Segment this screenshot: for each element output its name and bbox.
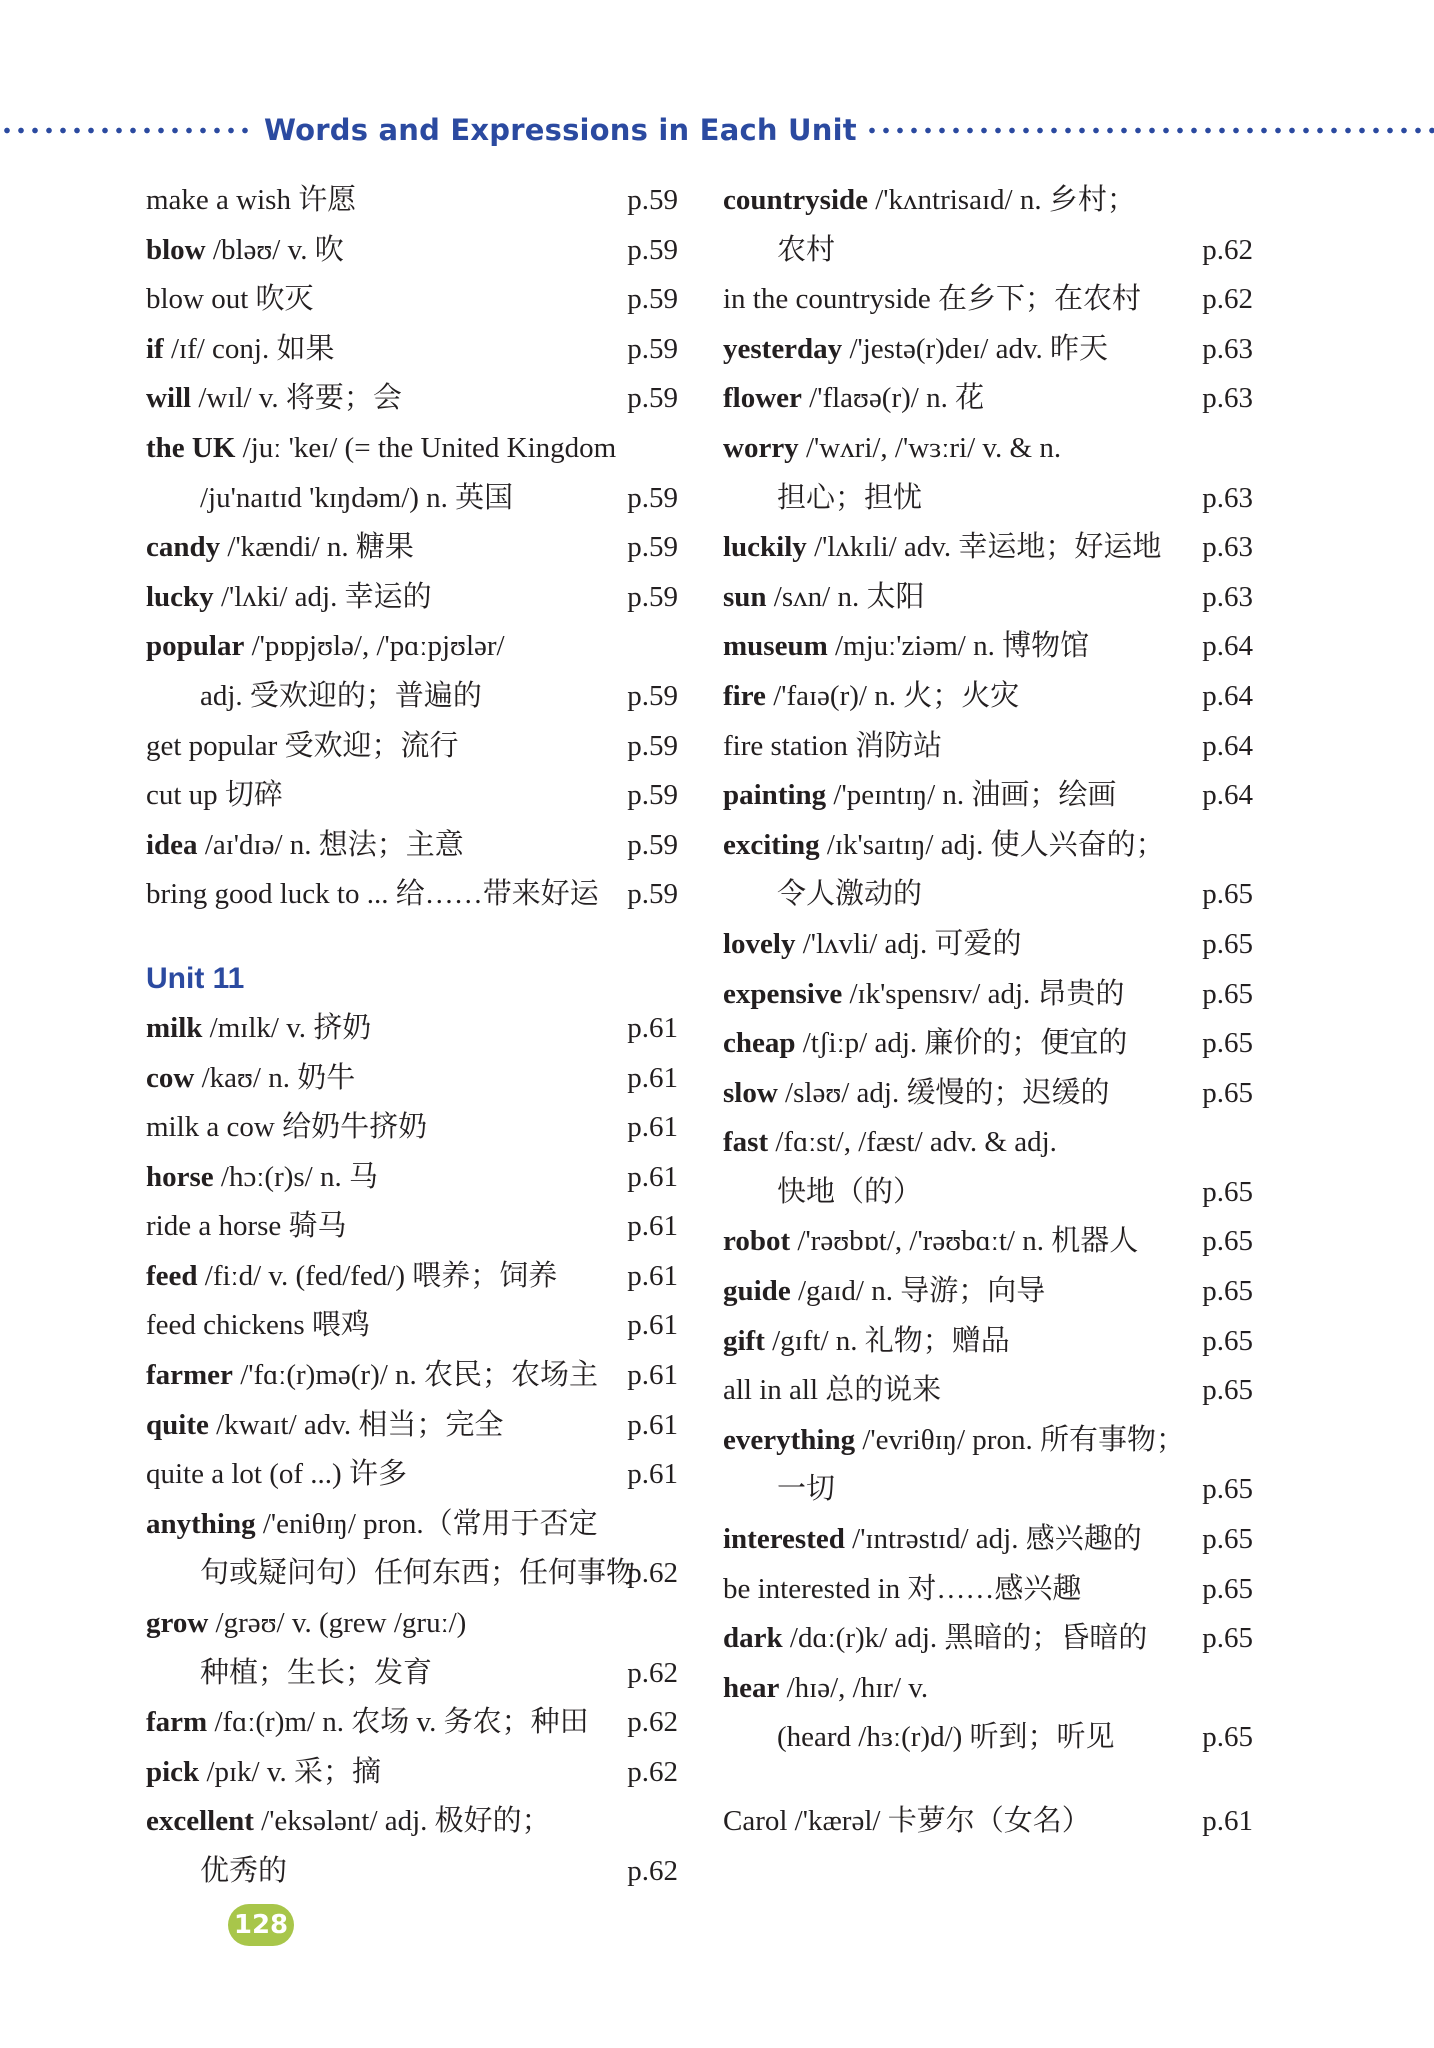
- page-reference: p.63: [1202, 580, 1253, 613]
- entry-text: candy /'kændi/ n. 糖果: [146, 531, 414, 564]
- entry-text: 种植；生长；发育: [200, 1656, 433, 1689]
- headword: worry: [723, 431, 799, 464]
- entry-text: cow /kaʊ/ n. 奶牛: [146, 1061, 356, 1094]
- entry-text: guide /gaɪd/ n. 导游；向导: [723, 1275, 1046, 1308]
- page-reference: p.61: [627, 1259, 678, 1292]
- entry-continuation: [723, 1713, 1253, 1763]
- vocab-entry: [723, 1416, 1253, 1466]
- vocab-entry: [146, 1450, 678, 1500]
- entry-text: lovely /'lʌvli/ adj. 可爱的: [723, 927, 1022, 960]
- page-reference: p.65: [1202, 1523, 1253, 1556]
- page-reference: p.61: [627, 1210, 678, 1243]
- vocab-entry: [723, 920, 1253, 970]
- page-reference: p.59: [627, 531, 678, 564]
- vocab-entry: [146, 622, 678, 672]
- page-reference: p.59: [627, 382, 678, 415]
- page-reference: p.65: [1202, 1721, 1253, 1754]
- headword: feed: [146, 1259, 198, 1292]
- vocab-entry: [146, 1401, 678, 1451]
- page-reference: p.59: [627, 580, 678, 613]
- page-reference: p.62: [627, 1656, 678, 1689]
- entry-text: horse /hɔː(r)s/ n. 马: [146, 1160, 378, 1193]
- page-reference: p.64: [1202, 630, 1253, 663]
- entry-continuation: [723, 226, 1253, 276]
- page-number-badge: 128: [228, 1904, 294, 1946]
- entry-text: the UK /juː 'keɪ/ (= the United Kingdom: [146, 431, 617, 464]
- vocab-entry: [146, 870, 678, 920]
- vocab-entry: [146, 1103, 678, 1153]
- headword: dark: [723, 1622, 783, 1655]
- page-reference: p.59: [627, 679, 678, 712]
- headword: gift: [723, 1324, 765, 1357]
- headword: cheap: [723, 1027, 796, 1060]
- entry-text: farm /fɑː(r)m/ n. 农场 v. 务农；种田: [146, 1706, 589, 1739]
- entry-text: everything /'evriθɪŋ/ pron. 所有事物；: [723, 1423, 1185, 1456]
- page-reference: p.64: [1202, 679, 1253, 712]
- page-reference: p.64: [1202, 729, 1253, 762]
- page-reference: p.65: [1202, 1572, 1253, 1605]
- vocab-entry: [723, 1565, 1253, 1615]
- page-reference: p.65: [1202, 1473, 1253, 1506]
- entry-continuation: [723, 1465, 1253, 1515]
- entry-text: pick /pɪk/ v. 采；摘: [146, 1755, 381, 1788]
- entry-text: fire /'faɪə(r)/ n. 火；火灾: [723, 679, 1020, 712]
- entry-text: (heard /hɜː(r)d/) 听到；听见: [777, 1721, 1115, 1754]
- entry-text: yesterday /'jestə(r)deɪ/ adv. 昨天: [723, 332, 1109, 365]
- entry-text: get popular 受欢迎；流行: [146, 729, 459, 762]
- headword: yesterday: [723, 332, 843, 365]
- entry-text: gift /gɪft/ n. 礼物；赠品: [723, 1324, 1010, 1357]
- vocab-entry: [146, 573, 678, 623]
- entry-text: idea /aɪ'dɪə/ n. 想法；主意: [146, 828, 464, 861]
- vocab-entry: [146, 325, 678, 375]
- entry-continuation: [723, 870, 1253, 920]
- vocab-entry: [146, 722, 678, 772]
- headword: anything: [146, 1507, 256, 1540]
- vocab-entry: [723, 1069, 1253, 1119]
- vocab-entry: [723, 821, 1253, 871]
- page-reference: p.61: [627, 1111, 678, 1144]
- entry-text: quite /kwaɪt/ adv. 相当；完全: [146, 1408, 504, 1441]
- vocab-entry: [146, 1698, 678, 1748]
- page-reference: p.59: [627, 729, 678, 762]
- headword: grow: [146, 1607, 209, 1640]
- vocab-entry: [146, 771, 678, 821]
- headword: cow: [146, 1061, 195, 1094]
- entry-text: bring good luck to ... 给……带来好运: [146, 878, 599, 911]
- entry-text: farmer /'fɑː(r)mə(r)/ n. 农民；农场主: [146, 1359, 599, 1392]
- page-reference: p.59: [627, 233, 678, 266]
- page-header: [0, 108, 1434, 152]
- vocab-entry: [723, 1217, 1253, 1267]
- entry-text: 快地（的）: [777, 1175, 923, 1208]
- vocab-entry: [723, 1515, 1253, 1565]
- page-reference: p.61: [627, 1160, 678, 1193]
- headword: interested: [723, 1523, 845, 1556]
- entry-text: be interested in 对……感兴趣: [723, 1572, 1082, 1605]
- entry-text: museum /mjuː'ziəm/ n. 博物馆: [723, 630, 1090, 663]
- headword: flower: [723, 382, 802, 415]
- page-reference: p.64: [1202, 779, 1253, 812]
- unit-heading: Unit 11: [146, 961, 245, 995]
- entry-text: all in all 总的说来: [723, 1374, 942, 1407]
- vocab-entry: [723, 176, 1253, 226]
- vocab-entry: [146, 176, 678, 226]
- vocab-entry: [723, 573, 1253, 623]
- right-column: [723, 176, 1253, 1847]
- entry-text: popular /'pɒpjʊlə/, /'pɑːpjʊlər/: [146, 630, 505, 663]
- vocab-entry: [146, 1153, 678, 1203]
- entry-continuation: [146, 1549, 678, 1599]
- entry-text: /ju'naɪtɪd 'kɪŋdəm/) n. 英国: [200, 481, 514, 514]
- vocab-entry: [146, 275, 678, 325]
- page-reference: p.62: [627, 1557, 678, 1590]
- entry-text: luckily /'lʌkɪli/ adv. 幸运地；好运地: [723, 531, 1162, 564]
- headword: museum: [723, 630, 828, 663]
- entry-text: ride a horse 骑马: [146, 1210, 347, 1243]
- page-reference: p.65: [1202, 1175, 1253, 1208]
- headword: robot: [723, 1225, 791, 1258]
- headword: farm: [146, 1706, 208, 1739]
- vocab-entry: [146, 523, 678, 573]
- vocab-entry: [146, 1054, 678, 1104]
- headword: candy: [146, 531, 221, 564]
- entry-continuation: [146, 1649, 678, 1699]
- headword: expensive: [723, 977, 843, 1010]
- page-reference: p.65: [1202, 1275, 1253, 1308]
- entry-text: feed /fiːd/ v. (fed/fed/) 喂养；饲养: [146, 1259, 558, 1292]
- entry-text: painting /'peɪntɪŋ/ n. 油画；绘画: [723, 779, 1117, 812]
- page-reference: p.61: [627, 1061, 678, 1094]
- vocab-entry: [723, 771, 1253, 821]
- page-reference: p.65: [1202, 1076, 1253, 1109]
- page-reference: p.65: [1202, 1622, 1253, 1655]
- entry-text: fast /fɑːst/, /fæst/ adv. & adj.: [723, 1126, 1057, 1159]
- page-reference: p.61: [627, 1309, 678, 1342]
- entry-text: make a wish 许愿: [146, 184, 357, 216]
- entry-text: flower /'flaʊə(r)/ n. 花: [723, 382, 985, 415]
- vocab-entry: [723, 1664, 1253, 1714]
- entry-text: sun /sʌn/ n. 太阳: [723, 580, 925, 613]
- vocab-entry: [723, 722, 1253, 772]
- entry-text: Carol /'kærəl/ 卡萝尔（女名）: [723, 1805, 1091, 1837]
- page-reference: p.63: [1202, 332, 1253, 365]
- vocab-entry: [723, 374, 1253, 424]
- vocab-entry: [723, 1118, 1253, 1168]
- page-reference: p.65: [1202, 878, 1253, 911]
- entry-text: fire station 消防站: [723, 729, 943, 762]
- vocab-entry: [146, 1301, 678, 1351]
- headword: will: [146, 382, 192, 415]
- page-reference: p.62: [1202, 233, 1253, 266]
- vocab-entry: [723, 1267, 1253, 1317]
- entry-text: 令人激动的: [777, 878, 923, 911]
- page-reference: p.59: [627, 332, 678, 365]
- page-reference: p.62: [627, 1855, 678, 1887]
- section-gap: [146, 920, 678, 954]
- page-reference: p.62: [627, 1755, 678, 1788]
- vocab-entry: [723, 523, 1253, 573]
- left-column: [146, 176, 678, 1897]
- entry-text: in the countryside 在乡下；在农村: [723, 283, 1142, 316]
- headword: excellent: [146, 1805, 254, 1838]
- page-reference: p.62: [627, 1706, 678, 1739]
- headword: luckily: [723, 531, 807, 564]
- headword: countryside: [723, 184, 868, 216]
- page-reference: p.59: [627, 481, 678, 514]
- page-reference: p.63: [1202, 481, 1253, 514]
- vocab-entry: [146, 1252, 678, 1302]
- entry-text: excellent /'eksələnt/ adj. 极好的；: [146, 1805, 551, 1838]
- vocab-entry: [146, 1599, 678, 1649]
- entry-text: expensive /ɪk'spensɪv/ adj. 昂贵的: [723, 977, 1125, 1010]
- headword: horse: [146, 1160, 214, 1193]
- headword: lovely: [723, 927, 796, 960]
- entry-text: quite a lot (of ...) 许多: [146, 1458, 407, 1491]
- vocab-entry: [146, 1004, 678, 1054]
- vocab-entry: [723, 424, 1253, 474]
- page-reference: p.59: [627, 828, 678, 861]
- entry-text: blow out 吹灭: [146, 283, 314, 316]
- entry-continuation: [146, 1847, 678, 1897]
- entry-continuation: [146, 474, 678, 524]
- headword: lucky: [146, 580, 214, 613]
- headword: idea: [146, 828, 198, 861]
- page-reference: p.61: [627, 1359, 678, 1392]
- headword: everything: [723, 1423, 856, 1456]
- vocab-entry: [723, 1317, 1253, 1367]
- page-reference: p.59: [627, 779, 678, 812]
- headword: exciting: [723, 828, 820, 861]
- page-reference: p.65: [1202, 927, 1253, 960]
- vocab-entry: [723, 1797, 1253, 1847]
- vocab-entry: [146, 424, 678, 474]
- entry-continuation: [723, 474, 1253, 524]
- page-reference: p.59: [627, 184, 678, 216]
- vocab-entry: [723, 275, 1253, 325]
- entry-text: interested /'ɪntrəstɪd/ adj. 感兴趣的: [723, 1523, 1142, 1556]
- vocab-entry: [723, 970, 1253, 1020]
- headword: farmer: [146, 1359, 233, 1392]
- vocab-entry: [723, 1614, 1253, 1664]
- headword: pick: [146, 1755, 200, 1788]
- section-gap: [723, 1763, 1253, 1797]
- header-dots-right: [865, 127, 1434, 134]
- page-reference: p.65: [1202, 977, 1253, 1010]
- entry-text: blow /bləʊ/ v. 吹: [146, 233, 344, 266]
- entry-text: 担心；担忧: [777, 481, 923, 514]
- headword: painting: [723, 779, 827, 812]
- entry-continuation: [146, 672, 678, 722]
- entry-text: lucky /'lʌki/ adj. 幸运的: [146, 580, 432, 613]
- entry-text: 优秀的: [200, 1855, 288, 1887]
- entry-continuation: [723, 1168, 1253, 1218]
- headword: if: [146, 332, 164, 365]
- headword: sun: [723, 580, 767, 613]
- entry-text: 句或疑问句）任何东西；任何事物: [200, 1557, 636, 1590]
- entry-text: grow /grəʊ/ v. (grew /gruː/): [146, 1607, 467, 1640]
- headword: slow: [723, 1076, 778, 1109]
- header-dots-left: [0, 127, 256, 134]
- entry-text: cut up 切碎: [146, 779, 283, 812]
- headword: popular: [146, 630, 245, 663]
- page-reference: p.61: [627, 1011, 678, 1044]
- page-reference: p.59: [627, 878, 678, 911]
- entry-text: 一切: [777, 1473, 836, 1506]
- page-reference: p.65: [1202, 1374, 1253, 1407]
- entry-text: 农村: [777, 233, 836, 266]
- entry-text: if /ɪf/ conj. 如果: [146, 332, 335, 365]
- entry-text: worry /'wʌri/, /'wɜːri/ v. & n.: [723, 431, 1062, 464]
- page-reference: p.65: [1202, 1324, 1253, 1357]
- header-title: Words and Expressions in Each Unit: [264, 113, 857, 147]
- vocab-entry: [146, 1748, 678, 1798]
- vocab-entry: [723, 325, 1253, 375]
- page-reference: p.63: [1202, 382, 1253, 415]
- vocab-entry: [146, 1797, 678, 1847]
- entry-text: robot /'rəʊbɒt/, /'rəʊbɑːt/ n. 机器人: [723, 1225, 1139, 1258]
- vocab-entry: [146, 1500, 678, 1550]
- entry-text: feed chickens 喂鸡: [146, 1309, 370, 1342]
- entry-text: adj. 受欢迎的；普遍的: [200, 679, 482, 712]
- entry-text: anything /'eniθɪŋ/ pron.（常用于否定: [146, 1507, 598, 1540]
- entry-text: dark /dɑː(r)k/ adj. 黑暗的；昏暗的: [723, 1622, 1148, 1655]
- vocab-entry: [723, 622, 1253, 672]
- headword: quite: [146, 1408, 209, 1441]
- page-reference: p.61: [627, 1408, 678, 1441]
- entry-text: milk /mɪlk/ v. 挤奶: [146, 1011, 372, 1044]
- vocab-entry: [146, 1202, 678, 1252]
- entry-text: will /wɪl/ v. 将要；会: [146, 382, 402, 415]
- entry-text: hear /hɪə/, /hɪr/ v.: [723, 1671, 929, 1704]
- headword: blow: [146, 233, 206, 266]
- page-reference: p.59: [627, 283, 678, 316]
- page-reference: p.62: [1202, 283, 1253, 316]
- vocab-entry: [723, 1019, 1253, 1069]
- entry-text: cheap /tʃiːp/ adj. 廉价的；便宜的: [723, 1027, 1128, 1060]
- vocab-entry: [723, 1366, 1253, 1416]
- page-reference: p.63: [1202, 531, 1253, 564]
- entry-text: exciting /ɪk'saɪtɪŋ/ adj. 使人兴奋的；: [723, 828, 1165, 861]
- page-reference: p.61: [627, 1458, 678, 1491]
- vocab-entry: [146, 374, 678, 424]
- vocab-entry: [146, 1351, 678, 1401]
- page-reference: p.65: [1202, 1225, 1253, 1258]
- entry-text: milk a cow 给奶牛挤奶: [146, 1111, 428, 1144]
- headword: milk: [146, 1011, 203, 1044]
- entry-text: slow /sləʊ/ adj. 缓慢的；迟缓的: [723, 1076, 1110, 1109]
- headword: fast: [723, 1126, 769, 1159]
- vocab-entry: [146, 226, 678, 276]
- vocab-entry: [146, 821, 678, 871]
- headword: guide: [723, 1275, 791, 1308]
- headword: hear: [723, 1671, 780, 1704]
- headword: the UK: [146, 431, 236, 464]
- page-reference: p.61: [1202, 1805, 1253, 1837]
- headword: fire: [723, 679, 766, 712]
- page-reference: p.65: [1202, 1027, 1253, 1060]
- entry-text: countryside /'kʌntrisaɪd/ n. 乡村；: [723, 184, 1136, 216]
- vocab-entry: [723, 672, 1253, 722]
